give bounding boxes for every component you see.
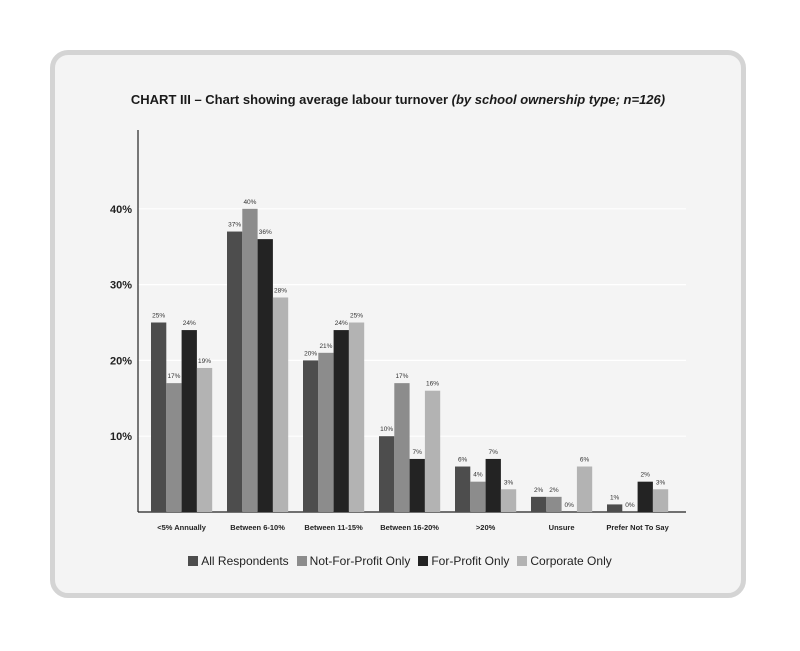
data-label: 40%: [243, 198, 257, 206]
bar: [638, 482, 653, 512]
y-tick-label: 30%: [109, 279, 132, 292]
y-tick-label: 10%: [109, 431, 132, 444]
bar: [455, 467, 470, 512]
data-label: 25%: [152, 312, 166, 320]
data-label: 19%: [198, 357, 212, 365]
legend-item: [418, 554, 509, 568]
bar: [166, 383, 181, 512]
data-label: 4%: [473, 471, 483, 479]
data-label: 10%: [380, 426, 394, 434]
chart-legend: [0, 554, 800, 568]
bar: [653, 489, 668, 512]
category-label: Unsure: [548, 523, 575, 532]
data-label: 36%: [258, 229, 272, 237]
data-label: 17%: [167, 373, 181, 381]
category-label: <5% Annually: [157, 523, 206, 532]
bar: [394, 383, 409, 512]
legend-label: Not-For-Profit Only: [309, 554, 411, 568]
chart-title-main: CHART III – Chart showing average labour turnover: [130, 92, 452, 107]
y-tick-label: 40%: [109, 203, 132, 216]
legend-swatch: [418, 556, 428, 566]
data-label: 0%: [564, 502, 574, 509]
bar: [318, 353, 333, 512]
data-label: 37%: [228, 221, 242, 229]
bar: [273, 297, 288, 512]
data-label: 2%: [549, 486, 559, 494]
legend-item: [297, 554, 411, 568]
data-label: 3%: [655, 479, 666, 487]
data-label: 6%: [457, 456, 468, 464]
legend-swatch: [517, 556, 527, 566]
data-label: 0%: [625, 502, 635, 509]
bar: [151, 323, 166, 513]
legend-label: For-Profit Only: [431, 554, 510, 568]
bar: [501, 489, 516, 512]
bar: [258, 239, 273, 512]
data-label: 28%: [274, 287, 288, 295]
legend-label: Corporate Only: [530, 554, 612, 568]
bar: [379, 436, 394, 512]
bar: [334, 330, 349, 512]
data-label: 2%: [640, 471, 650, 479]
bar: [425, 391, 440, 512]
data-label: 21%: [319, 342, 333, 350]
legend-item: [188, 554, 288, 568]
category-label: Between 16-20%: [380, 523, 439, 532]
legend-swatch: [297, 556, 307, 566]
data-label: 7%: [412, 448, 422, 456]
bar: [182, 330, 197, 512]
category-label: Prefer Not To Say: [606, 523, 669, 532]
bar: [607, 504, 622, 512]
data-label: 24%: [334, 320, 348, 328]
legend-swatch: [188, 556, 198, 566]
bar: [227, 232, 242, 512]
bar: [470, 482, 485, 512]
data-label: 17%: [395, 373, 409, 381]
legend-item: [517, 554, 611, 568]
bar: [303, 360, 318, 512]
bar: [242, 209, 257, 512]
data-label: 20%: [304, 350, 318, 358]
bar: [410, 459, 425, 512]
data-label: 6%: [579, 456, 590, 464]
category-label: Between 6-10%: [230, 523, 285, 532]
y-tick-label: 20%: [109, 355, 132, 368]
data-label: 25%: [350, 312, 364, 320]
data-label: 16%: [426, 380, 440, 388]
bar: [577, 467, 592, 512]
data-label: 24%: [182, 320, 196, 328]
category-label: Between 11-15%: [304, 523, 363, 532]
category-label: >20%: [475, 523, 496, 532]
data-label: 7%: [488, 448, 498, 456]
data-label: 1%: [609, 494, 620, 502]
data-label: 3%: [503, 479, 514, 487]
bar: [546, 497, 561, 512]
bar: [531, 497, 546, 512]
bar: [486, 459, 501, 512]
chart-title-sub: (by school ownership type; n=126): [451, 92, 666, 107]
legend-label: All Respondents: [201, 554, 289, 568]
data-label: 2%: [533, 486, 544, 494]
bar: [197, 368, 212, 512]
bar: [349, 323, 364, 513]
